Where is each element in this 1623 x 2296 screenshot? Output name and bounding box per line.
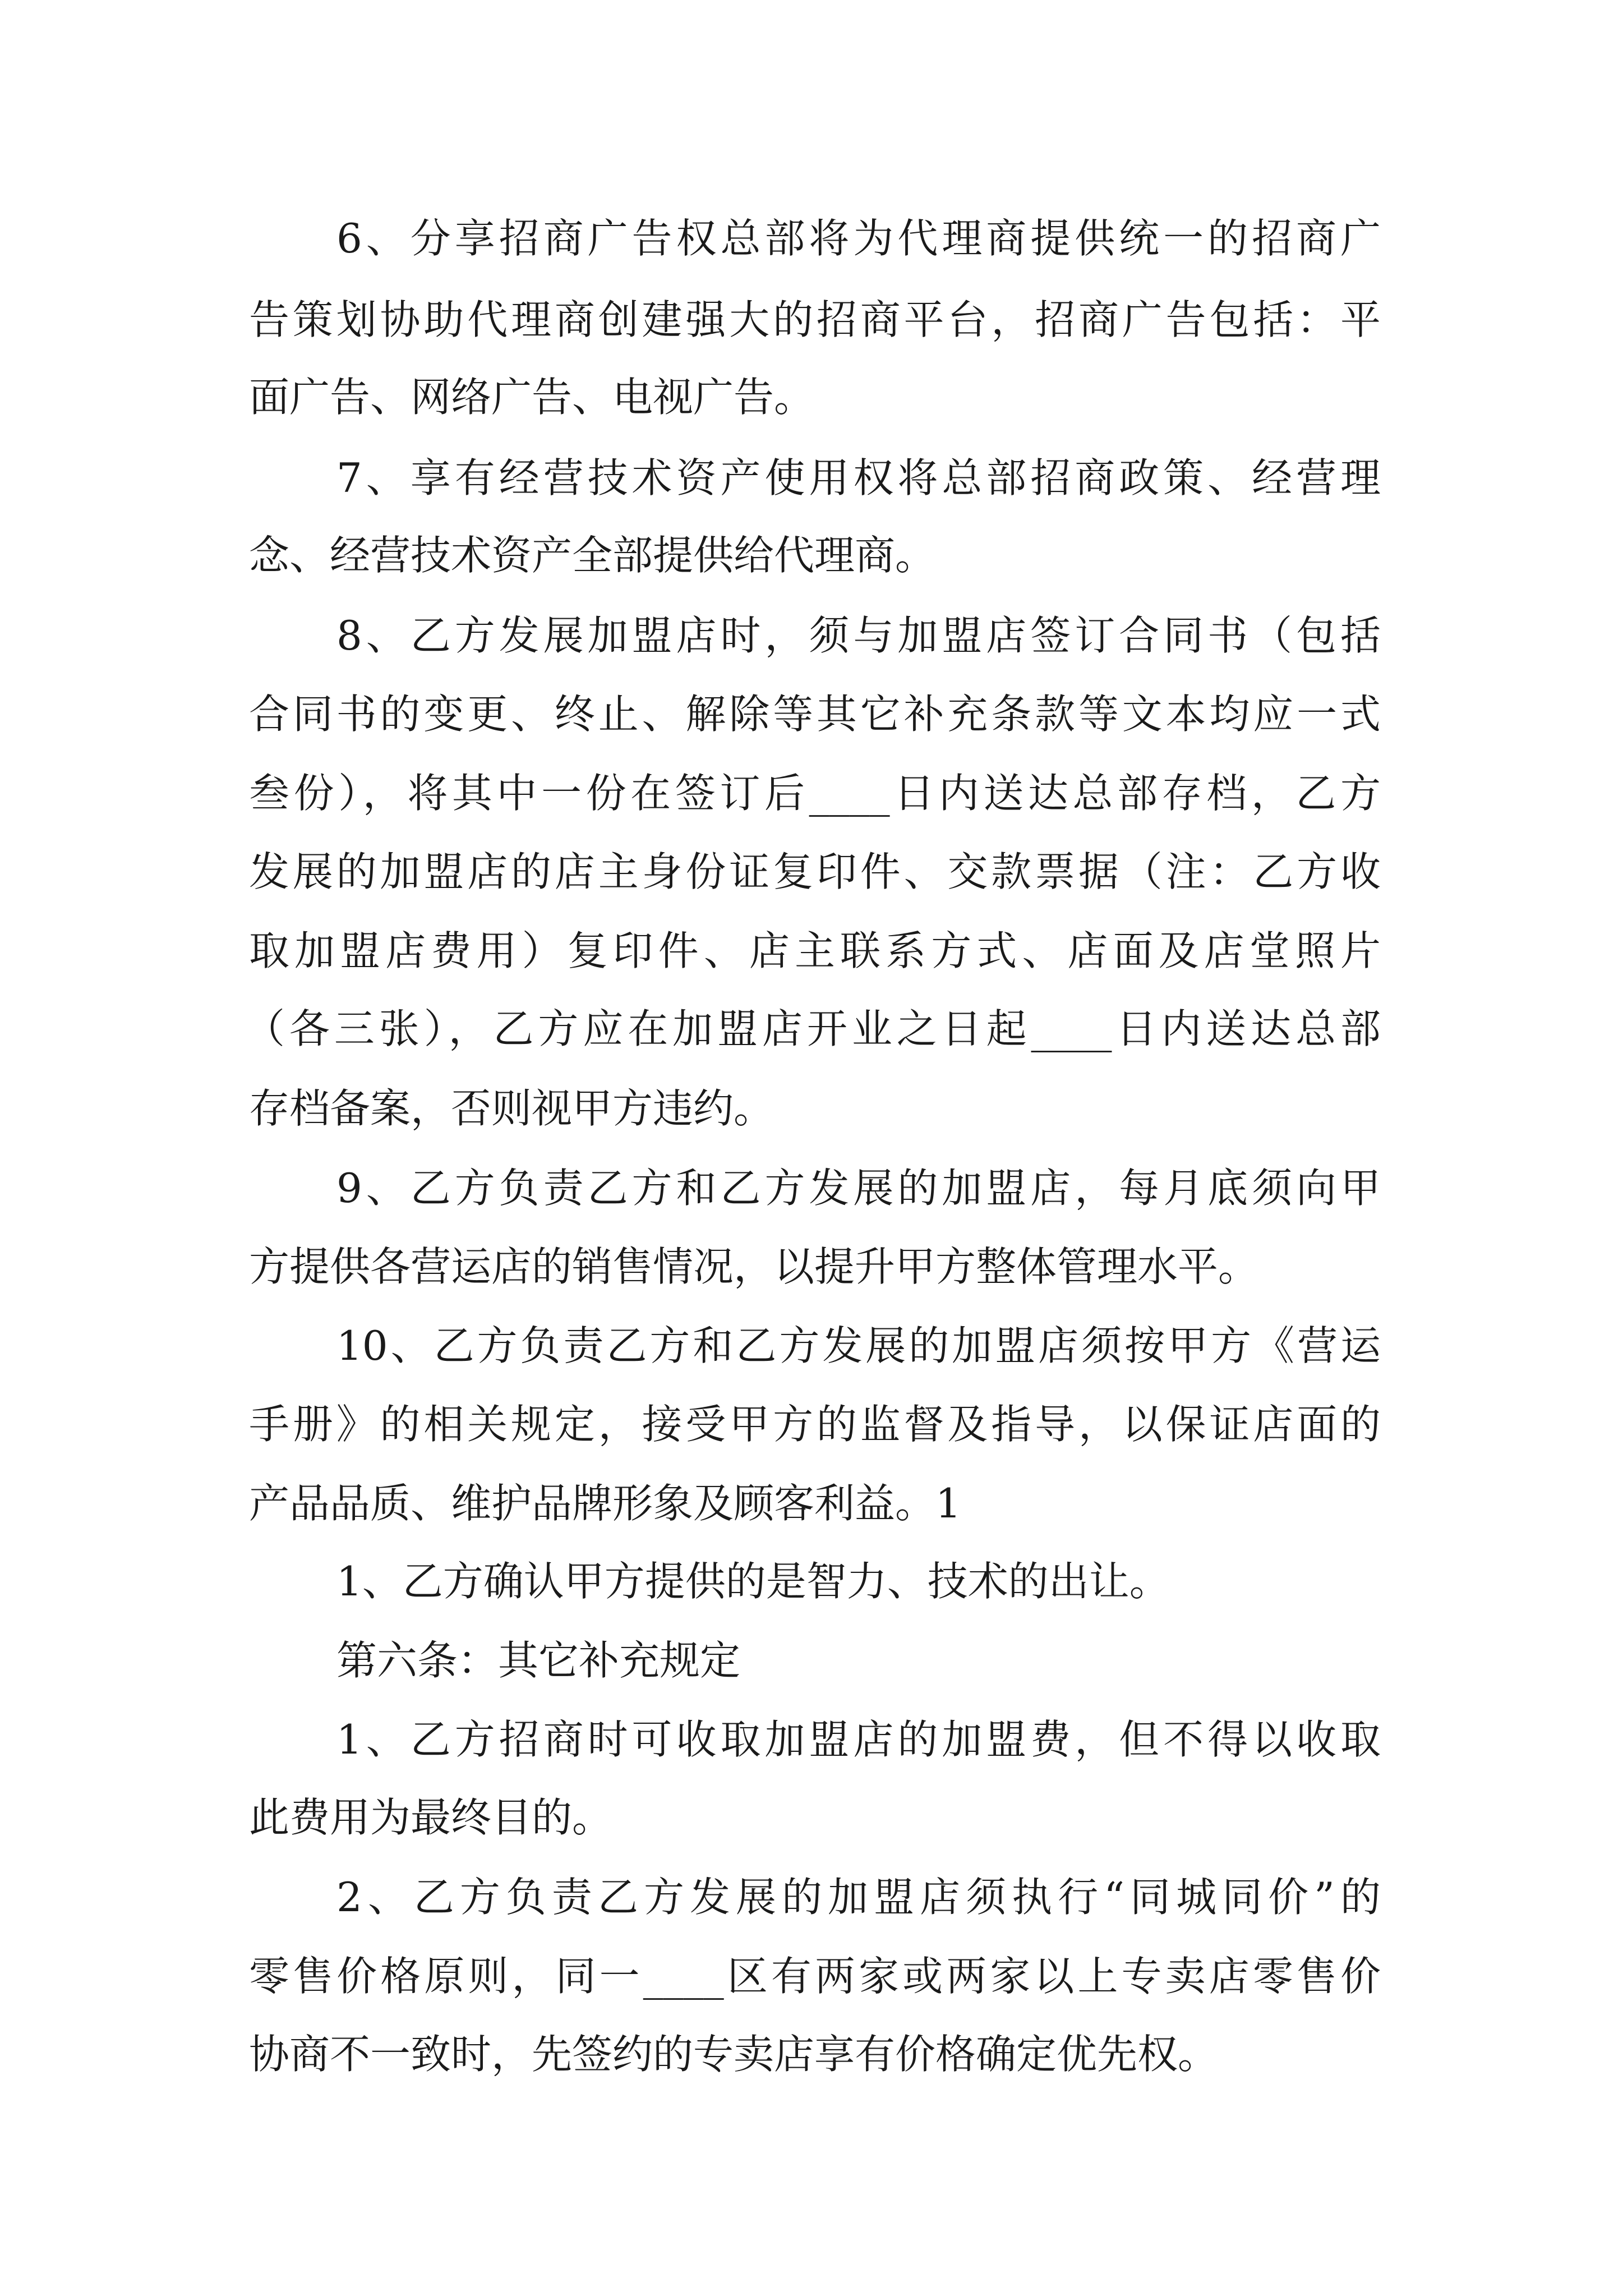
paragraph-line: 2、乙方负责乙方发展的加盟店须执行“同城同价”的 [336,1874,1381,1921]
paragraph-line: 面广告、网络广告、电视广告。 [249,374,815,421]
paragraph-line: 此费用为最终目的。 [249,1794,613,1841]
paragraph-line: 1、乙方确认甲方提供的是智力、技术的出让。 [336,1558,1170,1605]
paragraph-line: 念、经营技术资产全部提供给代理商。 [249,532,936,579]
paragraph-line: 10、乙方负责乙方和乙方发展的加盟店须按甲方《营运 [336,1322,1381,1369]
paragraph-line: 存档备案，否则视甲方违约。 [249,1085,774,1132]
paragraph-line: 方提供各营运店的销售情况，以提升甲方整体管理水平。 [249,1243,1259,1290]
paragraph-line: 9、乙方负责乙方和乙方发展的加盟店，每月底须向甲 [336,1165,1381,1212]
paragraph-line: 手册》的相关规定，接受甲方的监督及指导，以保证店面的 [249,1401,1381,1448]
paragraph-line: 零售价格原则，同一____区有两家或两家以上专卖店零售价 [249,1953,1381,2000]
section-heading: 第六条：其它补充规定 [336,1637,741,1684]
paragraph-line: 告策划协助代理商创建强大的招商平台，招商广告包括：平 [249,296,1381,343]
paragraph-line: 产品品质、维护品牌形象及顾客利益。1 [249,1480,961,1527]
paragraph-line: 取加盟店费用）复印件、店主联系方式、店面及店堂照片 [249,927,1381,974]
paragraph-line: 合同书的变更、终止、解除等其它补充条款等文本均应一式 [249,691,1381,738]
paragraph-line: 7、享有经营技术资产使用权将总部招商政策、经营理 [336,454,1381,501]
paragraph-line: 1、乙方招商时可收取加盟店的加盟费，但不得以收取 [336,1716,1381,1763]
paragraph-line: 发展的加盟店的店主身份证复印件、交款票据（注：乙方收 [249,848,1381,895]
paragraph-line: 叁份），将其中一份在签订后____日内送达总部存档，乙方 [249,770,1381,817]
paragraph-line: 协商不一致时，先签约的专卖店享有价格确定优先权。 [249,2031,1219,2078]
paragraph-line: 8、乙方发展加盟店时，须与加盟店签订合同书（包括 [336,612,1381,659]
paragraph-line: （各三张），乙方应在加盟店开业之日起____日内送达总部 [245,1005,1381,1052]
paragraph-line: 6、分享招商广告权总部将为代理商提供统一的招商广 [336,215,1381,262]
